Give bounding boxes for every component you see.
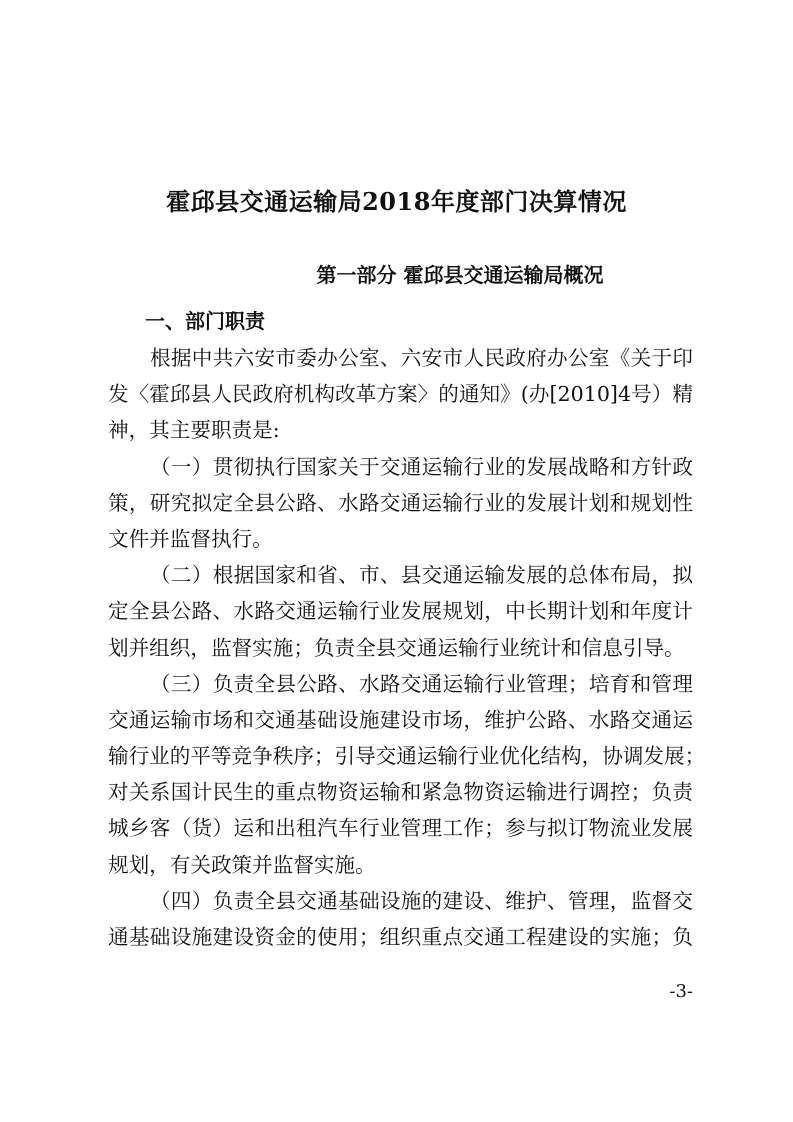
text-line: 输行业的平等竞争秩序；引导交通运输行业优化结构，协调发展；: [108, 744, 706, 769]
text-line: 通基础设施建设资金的使用；组织重点交通工程建设的实施；负: [108, 925, 693, 949]
body-text: [108, 340, 706, 955]
text-line: （三）负责全县公路、水路交通运输行业管理；培育和管理: [150, 671, 693, 696]
text-line: （四）负责全县交通基础设施的建设、维护、管理，监督交: [150, 888, 693, 913]
text-line: 城乡客（货）运和出租汽车行业管理工作；参与拟订物流业发展: [108, 816, 693, 841]
text-line: （一）贯彻执行国家关于交通运输行业的发展战略和方针政: [150, 454, 693, 479]
text-line: 神，其主要职责是:: [108, 418, 280, 443]
text-line: 规划，有关政策并监督实施。: [108, 852, 376, 877]
text-line: 策，研究拟定全县公路、水路交通运输行业的发展计划和规划性: [108, 490, 693, 515]
text-line: 文件并监督执行。: [108, 526, 273, 551]
text-line: 划并组织，监督实施；负责全县交通运输行业统计和信息引导。: [108, 635, 685, 660]
text-line: 根据中共六安市委办公室、六安市人民政府办公室《关于印: [150, 346, 693, 370]
text-line: 定全县公路、水路交通运输行业发展规划，中长期计划和年度计: [108, 599, 693, 624]
text-line: （二）根据国家和省、市、县交通运输发展的总体布局，拟: [150, 563, 693, 588]
text-line: 对关系国计民生的重点物资运输和紧急物资运输进行调控；负责: [108, 780, 693, 805]
text-line: 发〈霍邱县人民政府机构改革方案〉的通知》(办[2010]4号）精: [108, 382, 693, 407]
section-heading: 一、部门职责: [145, 309, 265, 333]
text-line: 交通运输市场和交通基础设施建设市场，维护公路、水路交通运: [108, 707, 693, 732]
page-number: -3-: [669, 981, 693, 1002]
document-title: 霍邱县交通运输局2018年度部门决算情况: [166, 187, 627, 216]
part-heading: 第一部分 霍邱县交通运输局概况: [316, 263, 604, 287]
